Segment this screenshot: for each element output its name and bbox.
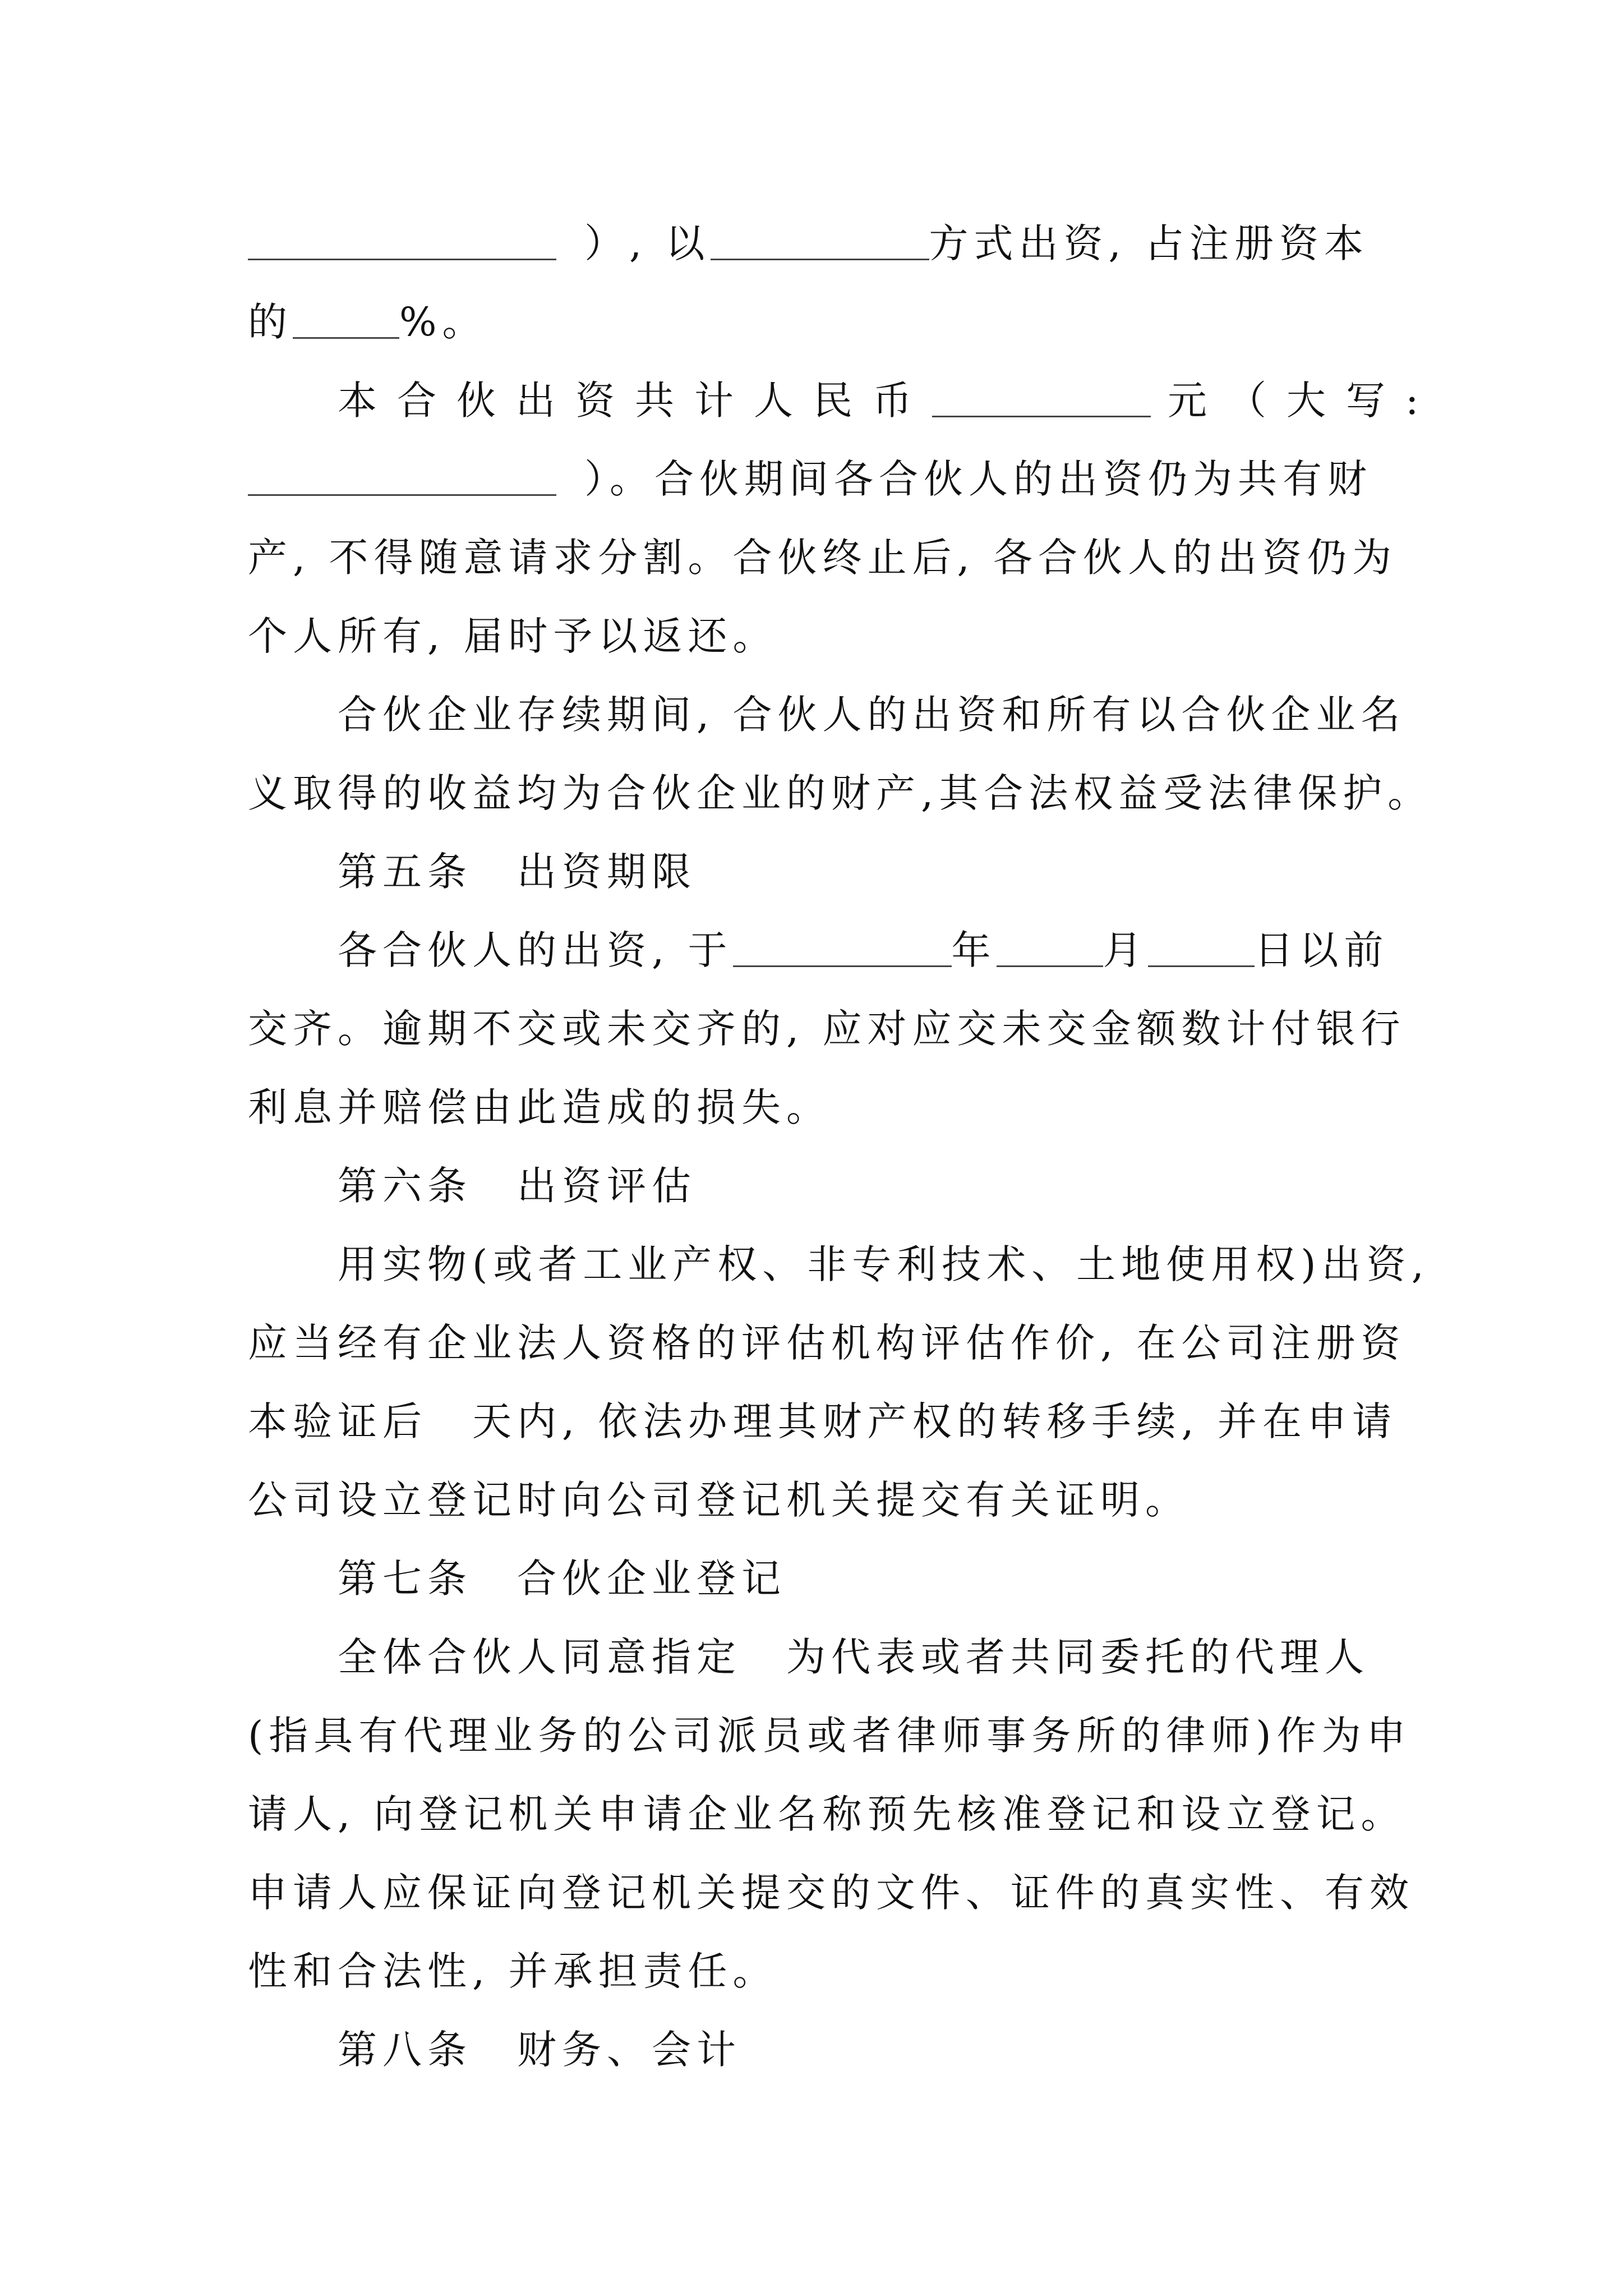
text-line-19: 全体合伙人同意指定 为代表或者共同委托的代理人 — [338, 1634, 1370, 1680]
article-8-heading: 第八条 财务、会计 — [338, 2027, 741, 2073]
text-line-16: 本验证后 天内, 依法办理其财产权的转移手续, 并在申请 — [248, 1398, 1398, 1444]
text-line-10: 各合伙人的出资, 于 年 月 日以前 — [338, 927, 1389, 973]
text-line-15: 应当经有企业法人资格的评估机构评估作价, 在公司注册资 — [248, 1320, 1406, 1366]
text-line-3: 本合伙出资共计人民币 元（大写: — [338, 378, 1439, 424]
text-line-2: 的 %。 — [248, 299, 487, 345]
text-line-5: 产, 不得随意请求分割。合伙终止后, 各合伙人的出资仍为 — [248, 535, 1398, 581]
text-line-8: 义取得的收益均为合伙企业的财产,其合法权益受法律保护。 — [248, 770, 1433, 816]
article-6-heading: 第六条 出资评估 — [338, 1163, 697, 1209]
text-line-14: 用实物(或者工业产权、非专利技术、土地使用权)出资, — [338, 1241, 1430, 1287]
blank-day — [1148, 926, 1255, 967]
text-line-12: 利息并赔偿由此造成的损失。 — [248, 1084, 831, 1130]
blank-field — [248, 455, 556, 496]
text-line-17: 公司设立登记时向公司登记机关提交有关证明。 — [248, 1477, 1190, 1523]
text-line-1: ）, 以 方式出资, 占注册资本 — [248, 199, 1392, 288]
article-5-heading: 第五条 出资期限 — [338, 849, 697, 895]
text-line-23: 性和合法性, 并承担责任。 — [248, 1948, 778, 1994]
text-line-21: 请人, 向登记机关申请企业名称预先核准登记和设立登记。 — [248, 1791, 1406, 1837]
blank-year — [733, 926, 952, 967]
blank-field — [248, 219, 556, 260]
text-line-20: (指具有代理业务的公司派员或者律师事务所的律师)作为申 — [248, 1713, 1412, 1759]
blank-field — [293, 298, 399, 339]
blank-field — [932, 376, 1151, 417]
article-7-heading: 第七条 合伙企业登记 — [338, 1556, 786, 1602]
blank-month — [997, 926, 1103, 967]
text-line-7: 合伙企业存续期间, 合伙人的出资和所有以合伙企业名 — [338, 692, 1406, 738]
blank-field — [711, 219, 929, 260]
text-line-11: 交齐。逾期不交或未交齐的, 应对应交未交金额数计付银行 — [248, 1006, 1406, 1052]
text-line-22: 申请人应保证向登记机关提交的文件、证件的真实性、有效 — [248, 1870, 1414, 1916]
text-line-6: 个人所有, 届时予以返还。 — [248, 613, 778, 659]
text-line-4: ）。合伙期间各合伙人的出资仍为共有财 — [248, 434, 1392, 524]
